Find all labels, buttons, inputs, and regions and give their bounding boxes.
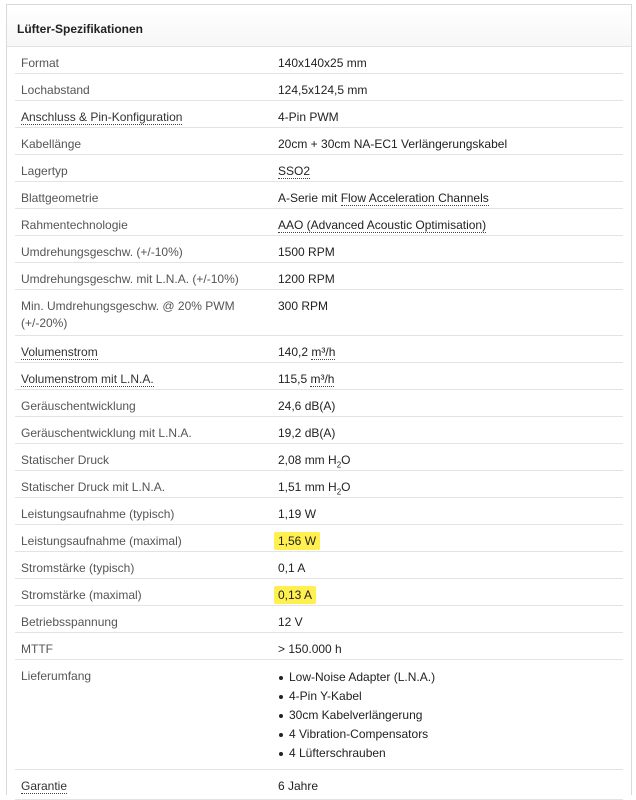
value-text: 140,2 xyxy=(278,345,312,359)
spec-row-geraeusch-lna xyxy=(15,417,623,444)
spec-row-druck xyxy=(15,444,623,471)
list-item: 4 Vibration-Compensators xyxy=(278,725,623,744)
spec-row-format xyxy=(15,47,623,74)
spec-label xyxy=(15,101,278,127)
spec-value xyxy=(278,525,623,551)
spec-label: Rahmentechnologie xyxy=(21,218,128,232)
spec-row-druck-lna xyxy=(15,471,623,498)
spec-row-rahmentechnologie xyxy=(15,209,623,236)
list-item: 4 Lüfterschrauben xyxy=(278,744,623,763)
spec-label: Lieferumfang xyxy=(21,669,92,683)
spec-label: Leistungsaufnahme (typisch) xyxy=(21,507,175,521)
spec-value: 12 V xyxy=(278,615,303,629)
anschluss-link[interactable]: Anschluss & Pin-Konfiguration xyxy=(21,110,183,124)
sso2-link[interactable]: SSO2 xyxy=(278,164,311,178)
volumenstrom-lna-link[interactable]: Volumenstrom mit L.N.A. xyxy=(21,372,154,386)
spec-label: Lochabstand xyxy=(21,83,90,97)
garantie-link[interactable]: Garantie xyxy=(21,779,68,793)
spec-row-blattgeometrie xyxy=(15,182,623,209)
spec-label: Betriebsspannung xyxy=(21,615,118,629)
spec-value: 1500 RPM xyxy=(278,245,335,259)
spec-label: Leistungsaufnahme (maximal) xyxy=(21,534,182,548)
spec-value: 6 Jahre xyxy=(278,779,319,793)
spec-label: Kabellänge xyxy=(21,137,82,151)
spec-value: 0,1 A xyxy=(278,561,306,575)
spec-row-garantie xyxy=(15,770,623,800)
spec-value xyxy=(278,579,623,605)
spec-row-volumenstrom xyxy=(15,336,623,363)
highlighted-value: 1,56 W xyxy=(274,532,320,550)
spec-value xyxy=(278,444,623,470)
spec-row-spannung xyxy=(15,606,623,633)
spec-label xyxy=(15,363,278,389)
spec-label: Statischer Druck mit L.N.A. xyxy=(21,480,166,494)
spec-value: 20cm + 30cm NA-EC1 Verlängerungskabel xyxy=(278,137,508,151)
spec-row-lochabstand xyxy=(15,74,623,101)
spec-label: Umdrehungsgeschw. mit L.N.A. (+/-10%) xyxy=(21,272,239,286)
spec-row-leistung-max xyxy=(15,525,623,552)
spec-value: 19,2 dB(A) xyxy=(278,426,336,440)
spec-label: Blattgeometrie xyxy=(21,191,99,205)
spec-row-volumenstrom-lna xyxy=(15,363,623,390)
aao-link[interactable]: AAO (Advanced Acoustic Optimisation) xyxy=(278,218,487,232)
specs-panel xyxy=(6,4,632,795)
spec-label: Statischer Druck xyxy=(21,453,110,467)
value-subscript: 2 xyxy=(336,460,342,470)
spec-row-mttf xyxy=(15,633,623,660)
spec-label xyxy=(15,336,278,362)
spec-row-strom-typ xyxy=(15,552,623,579)
spec-label-line: (+/-20%) xyxy=(21,316,68,330)
spec-label: Stromstärke (typisch) xyxy=(21,561,135,575)
spec-label xyxy=(15,770,278,799)
spec-value xyxy=(278,209,623,235)
spec-value xyxy=(278,471,623,497)
list-item: Low-Noise Adapter (L.N.A.) xyxy=(278,668,623,687)
spec-label: Umdrehungsgeschw. (+/-10%) xyxy=(21,245,183,259)
spec-row-geraeusch xyxy=(15,390,623,417)
value-text: 1,51 mm H xyxy=(278,480,337,494)
spec-value: 4-Pin PWM xyxy=(278,110,339,124)
value-text: A-Serie mit xyxy=(278,191,341,205)
spec-value xyxy=(278,336,623,362)
value-text: 2,08 mm H xyxy=(278,453,337,467)
spec-value: 140x140x25 mm xyxy=(278,56,367,70)
volumenstrom-link[interactable]: Volumenstrom xyxy=(21,345,98,359)
spec-value xyxy=(278,363,623,389)
spec-label: Format xyxy=(21,56,60,70)
spec-row-umdrehung-lna xyxy=(15,263,623,290)
spec-label: MTTF xyxy=(21,642,53,656)
list-item: 30cm Kabelverlängerung xyxy=(278,706,623,725)
spec-value: 300 RPM xyxy=(278,299,329,313)
spec-value xyxy=(278,660,623,769)
spec-value: 124,5x124,5 mm xyxy=(278,83,368,97)
spec-label: Geräuschentwicklung xyxy=(21,399,136,413)
spec-label: Stromstärke (maximal) xyxy=(21,588,142,602)
value-text: 115,5 xyxy=(278,372,311,386)
value-text: O xyxy=(341,453,351,467)
spec-row-leistung-typ xyxy=(15,498,623,525)
spec-label: Geräuschentwicklung mit L.N.A. xyxy=(21,426,192,440)
spec-value xyxy=(278,182,623,208)
highlighted-value: 0,13 A xyxy=(274,586,316,604)
unit-link[interactable]: m³/h xyxy=(310,372,335,386)
spec-value xyxy=(278,155,623,181)
list-item: 4-Pin Y-Kabel xyxy=(278,687,623,706)
spec-value: > 150.000 h xyxy=(278,642,342,656)
scope-list xyxy=(278,668,623,763)
spec-row-anschluss xyxy=(15,101,623,128)
spec-row-umdrehung xyxy=(15,236,623,263)
panel-title: Lüfter-Spezifikationen xyxy=(7,5,631,47)
flow-acceleration-link[interactable]: Flow Acceleration Channels xyxy=(340,191,489,205)
spec-value: 1,19 W xyxy=(278,507,317,521)
spec-row-strom-max xyxy=(15,579,623,606)
spec-label: Lagertyp xyxy=(21,164,68,178)
spec-value: 1200 RPM xyxy=(278,272,335,286)
spec-label xyxy=(15,290,278,335)
spec-row-lieferumfang xyxy=(15,660,623,770)
spec-row-lagertyp xyxy=(15,155,623,182)
spec-value: 24,6 dB(A) xyxy=(278,399,336,413)
unit-link[interactable]: m³/h xyxy=(311,345,336,359)
spec-row-kabellaenge xyxy=(15,128,623,155)
value-text: O xyxy=(341,480,351,494)
spec-row-min-umdrehung xyxy=(15,290,623,336)
value-subscript: 2 xyxy=(336,487,342,497)
spec-label-line: Min. Umdrehungsgeschw. @ 20% PWM xyxy=(21,299,235,313)
